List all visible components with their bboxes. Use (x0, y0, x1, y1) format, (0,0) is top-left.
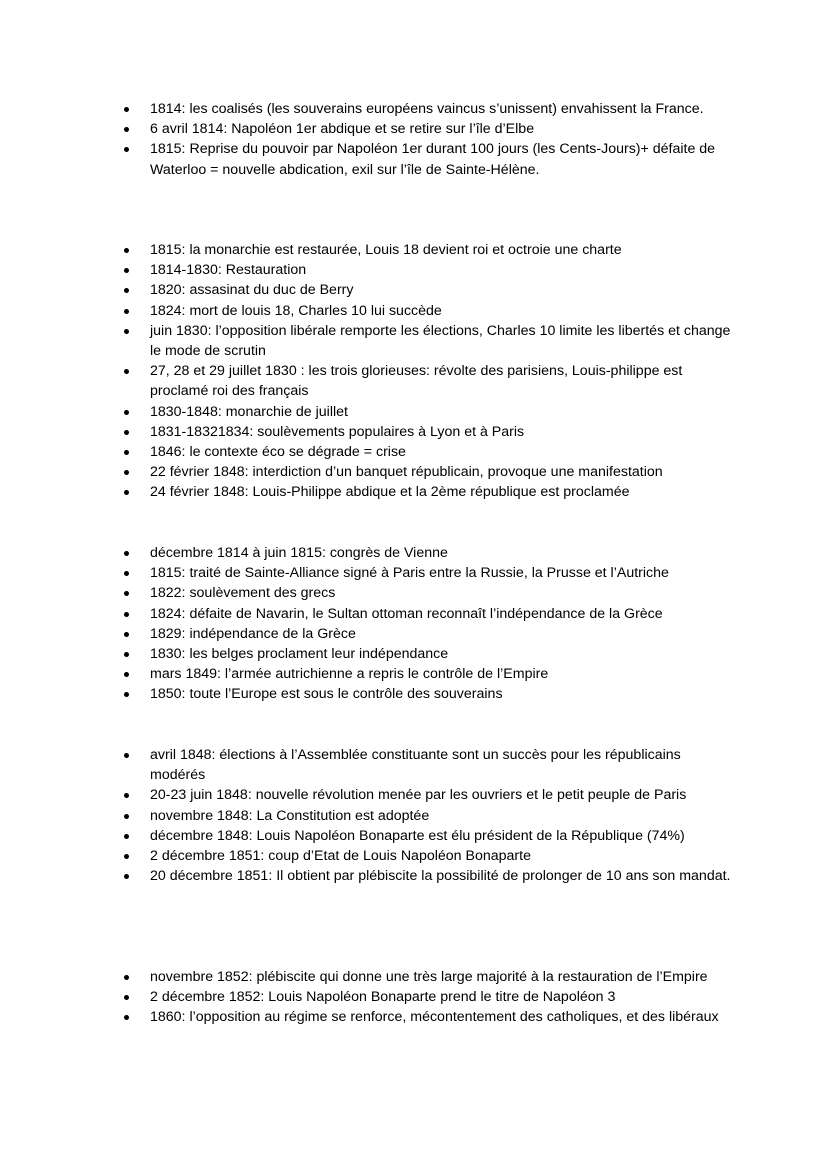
list-item-text: 1846: le contexte éco se dégrade = crise (150, 444, 406, 461)
bullet-icon (124, 814, 129, 819)
list-item-text: 1860: l’opposition au régime se renforce, mécontentement des catholiques, et des libéraux (150, 1009, 719, 1026)
list-item-text: 1822: soulèvement des grecs (150, 585, 336, 602)
bullet-icon (124, 147, 129, 152)
bullet-icon (124, 470, 129, 475)
bullet-icon (124, 490, 129, 495)
list-item (118, 866, 738, 886)
list-item (118, 240, 738, 260)
list-item-text: 1815: Reprise du pouvoir par Napoléon 1er durant 100 jours (les Cents-Jours)+ défaite de Waterloo = nouvelle abdication, exil sur l’île de Sainte-Hélène. (150, 141, 716, 178)
list-item-text: 1824: mort de louis 18, Charles 10 lui succède (150, 302, 442, 319)
list-item-text: 1830: les belges proclament leur indépendance (150, 646, 449, 663)
list-item-text: 20 décembre 1851: Il obtient par plébiscite la possibilité de prolonger de 10 ans son mandat. (150, 868, 731, 885)
bullet-icon (124, 753, 129, 758)
list-item (118, 967, 738, 987)
list-item-text: 1831-18321834: soulèvements populaires à Lyon et à Paris (150, 423, 525, 440)
list-item (118, 99, 738, 119)
list-item (118, 826, 738, 846)
bullet-list-restauration (118, 240, 738, 503)
bullet-list-second-republic (118, 745, 738, 886)
list-item (118, 462, 738, 482)
list-item-text: 20-23 juin 1848: nouvelle révolution menée par les ouvriers et le petit peuple de Paris (150, 787, 687, 804)
list-item-text: 1815: la monarchie est restaurée, Louis 18 devient roi et octroie une charte (150, 242, 622, 258)
bullet-icon (124, 127, 129, 132)
bullet-icon (124, 1015, 129, 1020)
list-item (118, 260, 738, 280)
list-item-text: juin 1830: l’opposition libérale remporte les élections, Charles 10 limite les libertés et change le mode de scrutin (150, 322, 731, 360)
bullet-icon (124, 430, 129, 435)
list-item (118, 604, 738, 624)
bullet-list-europe (118, 543, 738, 705)
bullet-icon (124, 329, 129, 334)
list-item-text: avril 1848: élections à l’Assemblée constituante sont un succès pour les républicains modérés (150, 747, 681, 784)
list-item (118, 745, 738, 785)
list-item (118, 664, 738, 684)
bullet-icon (124, 591, 129, 596)
bullet-icon (124, 874, 129, 879)
bullet-icon (124, 612, 129, 617)
list-item (118, 624, 738, 644)
list-item-text: 1815: traité de Sainte-Alliance signé à Paris entre la Russie, la Prusse et l’Autriche (150, 565, 669, 582)
list-item (118, 583, 738, 603)
bullet-icon (124, 793, 129, 798)
list-item (118, 442, 738, 462)
list-item-text: 2 décembre 1851: coup d’Etat de Louis Napoléon Bonaparte (150, 848, 531, 865)
list-item-text: 2 décembre 1852: Louis Napoléon Bonaparte prend le titre de Napoléon 3 (150, 989, 616, 1006)
list-item-text: 6 avril 1814: Napoléon 1er abdique et se retire sur l’île d’Elbe (150, 121, 535, 138)
list-item-text: décembre 1848: Louis Napoléon Bonaparte est élu président de la République (74%) (150, 827, 685, 844)
list-item (118, 280, 738, 300)
bullet-icon (124, 410, 129, 415)
list-item-text: 27, 28 et 29 juillet 1830 : les trois glorieuses: révolte des parisiens, Louis-philippe est proclamé roi des français (150, 363, 683, 400)
list-item-text: novembre 1852: plébiscite qui donne une très large majorité à la restauration de l’Empire (150, 969, 708, 985)
list-item (118, 1007, 738, 1027)
list-item (118, 139, 738, 179)
bullet-icon (124, 309, 129, 314)
bullet-icon (124, 995, 129, 1000)
bullet-icon (124, 854, 129, 859)
list-item (118, 644, 738, 664)
bullet-icon (124, 107, 129, 112)
list-item-text: 1814: les coalisés (les souverains européens vaincus s’unissent) envahissent la France. (150, 101, 704, 117)
list-item (118, 361, 738, 401)
list-item (118, 806, 738, 826)
list-item-text: 1829: indépendance de la Grèce (150, 625, 356, 642)
list-item (118, 422, 738, 442)
list-item (118, 543, 738, 563)
bullet-list-second-empire (118, 967, 738, 1028)
bullet-icon (124, 975, 129, 980)
list-item (118, 301, 738, 321)
list-item-text: 22 février 1848: interdiction d’un banquet républicain, provoque une manifestation (150, 464, 663, 481)
bullet-icon (124, 288, 129, 293)
list-item (118, 482, 738, 502)
list-item-text: 1824: défaite de Navarin, le Sultan ottoman reconnaît l’indépendance de la Grèce (150, 605, 663, 622)
bullet-icon (124, 692, 129, 697)
list-item-text: décembre 1814 à juin 1815: congrès de Vienne (150, 545, 448, 561)
list-item (118, 402, 738, 422)
bullet-icon (124, 551, 129, 556)
bullet-icon (124, 450, 129, 455)
list-item (118, 987, 738, 1007)
bullet-list-first-empire (118, 99, 738, 180)
bullet-icon (124, 571, 129, 576)
list-item-text: 1820: assasinat du duc de Berry (150, 282, 354, 299)
list-item-text: 1814-1830: Restauration (150, 262, 307, 279)
list-item (118, 119, 738, 139)
bullet-icon (124, 248, 129, 253)
list-item-text: 1830-1848: monarchie de juillet (150, 403, 348, 420)
list-item (118, 785, 738, 805)
bullet-icon (124, 834, 129, 839)
bullet-icon (124, 672, 129, 677)
bullet-icon (124, 369, 129, 374)
list-item (118, 321, 738, 361)
list-item-text: 1850: toute l’Europe est sous le contrôle des souverains (150, 686, 503, 703)
list-item-text: novembre 1848: La Constitution est adoptée (150, 807, 430, 824)
bullet-icon (124, 268, 129, 273)
bullet-icon (124, 632, 129, 637)
bullet-icon (124, 652, 129, 657)
list-item (118, 563, 738, 583)
list-item (118, 846, 738, 866)
list-item-text: 24 février 1848: Louis-Philippe abdique et la 2ème république est proclamée (150, 484, 630, 501)
list-item (118, 684, 738, 704)
list-item-text: mars 1849: l’armée autrichienne a repris le contrôle de l’Empire (150, 666, 549, 683)
